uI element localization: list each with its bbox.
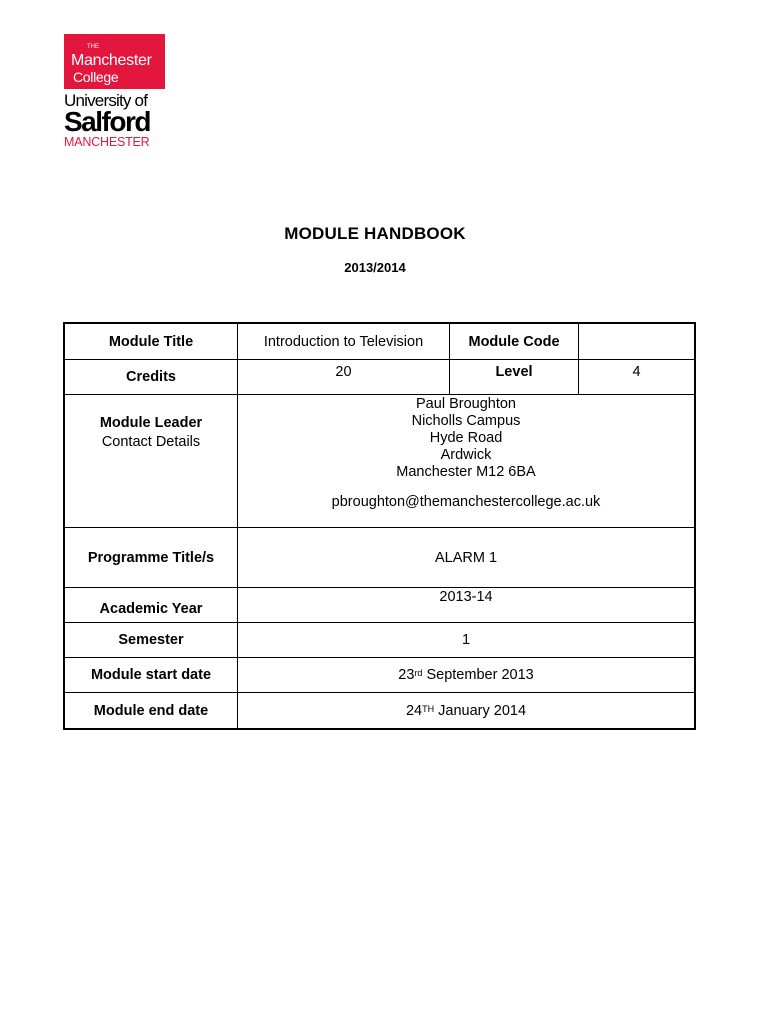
table-row-module-title (65, 324, 694, 360)
university-logo-salford: Salford (64, 106, 150, 137)
semester-label: Semester (65, 623, 238, 657)
table-row-module-leader (65, 395, 694, 528)
end-date-rest: January 2014 (434, 702, 527, 719)
college-logo (64, 34, 165, 89)
end-date-label: Module end date (65, 693, 238, 728)
table-row-semester (65, 623, 694, 658)
table-row-credits (65, 360, 694, 395)
leader-campus: Nicholls Campus (411, 413, 521, 429)
module-details-table (63, 322, 696, 730)
end-date-day: 24 (405, 702, 423, 719)
table-row-academic-year (65, 588, 694, 623)
semester-value: 1 (461, 632, 471, 648)
start-date-day: 23 (398, 667, 415, 683)
module-title-value: Introduction to Television (238, 324, 450, 359)
module-leader-details (238, 395, 694, 527)
level-value: 4 (632, 364, 641, 380)
table-row-start-date (65, 658, 694, 693)
university-logo (64, 92, 164, 149)
programme-title-label: Programme Title/s (65, 528, 238, 587)
university-logo-manchester: MANCHESTER (64, 135, 150, 149)
start-date-rest: September 2013 (422, 667, 534, 683)
leader-email[interactable]: pbroughton@themanchestercollege.ac.uk (331, 494, 601, 510)
academic-year-label: Academic Year (65, 588, 238, 622)
credits-label: Credits (65, 360, 238, 394)
contact-details-label: Contact Details (101, 434, 201, 450)
leader-city: Manchester M12 6BA (396, 464, 536, 480)
leader-road: Hyde Road (429, 430, 503, 446)
university-logo-university-of: University of (64, 91, 148, 110)
credits-value: 20 (238, 360, 450, 394)
leader-name: Paul Broughton (416, 396, 516, 412)
module-leader-label: Module Leader (99, 415, 203, 431)
programme-title-value: ALARM 1 (434, 549, 498, 566)
start-date-value: 23 $^{rd}$ September 2013 (398, 667, 534, 683)
college-logo-the: THE (87, 44, 99, 50)
start-date-label: Module start date (65, 658, 238, 692)
module-code-label: Module Code (450, 324, 579, 359)
end-date-value: 24 $^{TH}$ January 2014 (405, 702, 527, 719)
leader-area: Ardwick (440, 447, 492, 463)
module-leader-label-cell (65, 395, 238, 527)
academic-year-value: 2013-14 (439, 589, 493, 605)
module-code-value (579, 324, 694, 359)
level-label: Level (450, 360, 579, 394)
document-year: 2013/2014 (344, 260, 406, 275)
college-logo-college: College (73, 69, 119, 85)
table-row-programme-title (65, 528, 694, 588)
module-title-label: Module Title (65, 324, 238, 359)
table-row-end-date (65, 693, 694, 728)
document-title: MODULE HANDBOOK (284, 224, 466, 243)
college-logo-manchester: Manchester (71, 52, 152, 69)
